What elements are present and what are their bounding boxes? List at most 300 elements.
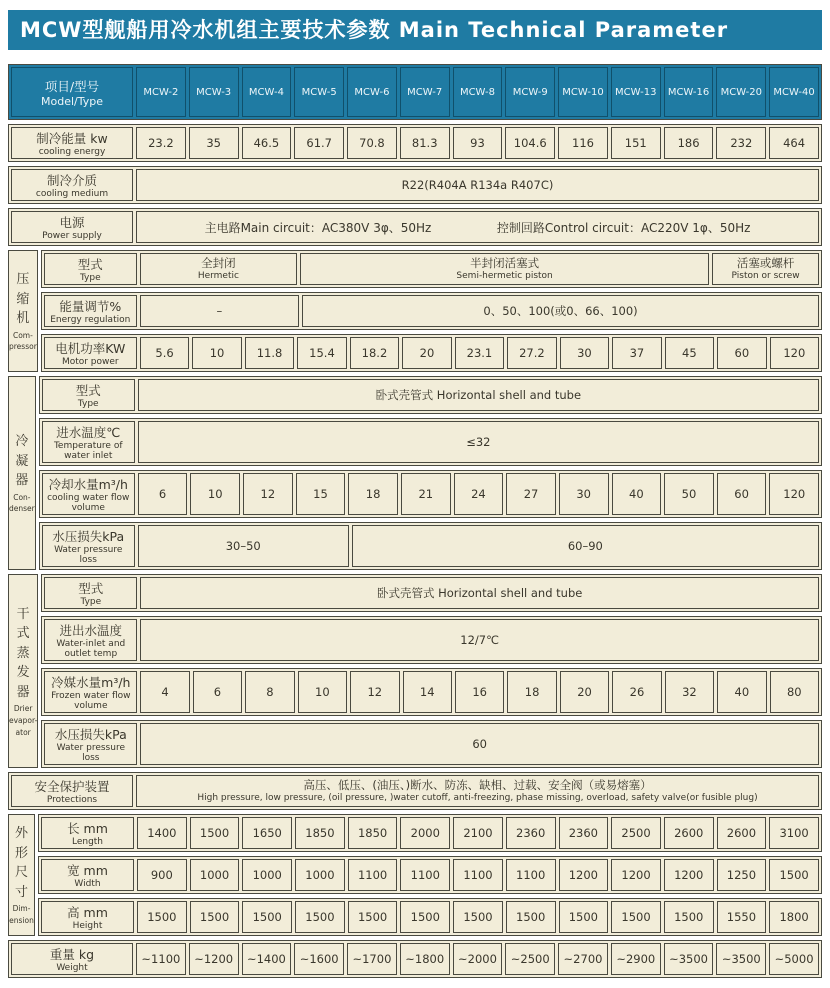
cell-text: 93 — [470, 135, 485, 150]
cell-text: 116 — [572, 135, 594, 150]
data-cell — [507, 671, 556, 713]
row-label-en: Frozen water flow volume — [51, 691, 131, 711]
cell-spread — [139, 219, 816, 236]
data-cell — [294, 943, 344, 975]
data-cell — [302, 295, 819, 327]
header-model-cell — [242, 67, 292, 117]
row — [39, 522, 822, 570]
section-sidebar-en: Con- — [13, 492, 31, 502]
data-cell — [558, 943, 608, 975]
data-cell — [243, 473, 293, 515]
cell-text: ~2700 — [563, 951, 603, 966]
row-data — [136, 211, 819, 243]
header-model-label: MCW-3 — [196, 86, 232, 98]
row-label-cn: 高 mm — [67, 905, 108, 920]
row-label-en: Type — [77, 399, 99, 409]
cell-text: 1000 — [199, 867, 230, 882]
row — [41, 720, 822, 768]
row — [41, 334, 822, 372]
cell-text: 46.5 — [253, 135, 280, 150]
data-cell — [294, 127, 344, 159]
cell-text: 24 — [471, 486, 486, 501]
spec-table — [8, 64, 822, 978]
header-model-cell — [400, 67, 450, 117]
cell-text: 30 — [577, 345, 592, 360]
row-data — [136, 169, 819, 201]
section-sidebar-en: Dim- — [12, 904, 31, 914]
header-label-en: Model/Type — [41, 94, 103, 108]
data-cell — [612, 473, 662, 515]
data-cell — [347, 943, 397, 975]
header-model-label: MCW-13 — [615, 86, 657, 98]
cell-text: 3100 — [779, 825, 809, 840]
section-sidebar-en: Com- — [12, 330, 33, 340]
row-label-en: cooling energy — [38, 147, 106, 157]
row-label — [44, 577, 137, 609]
row-label-en: Length — [71, 837, 104, 847]
data-cell — [242, 901, 292, 933]
cell-text: 1000 — [252, 867, 282, 882]
data-cell — [770, 337, 819, 369]
data-cell — [507, 337, 556, 369]
row — [8, 940, 822, 978]
data-cell — [348, 901, 398, 933]
header-label-cn: 项目/型号 — [44, 78, 100, 94]
header-model-label: MCW-10 — [562, 86, 604, 98]
row-label-en: Type — [79, 273, 101, 283]
row-label — [41, 859, 134, 891]
header-model-label: MCW-40 — [773, 86, 815, 98]
cell-text: 27.2 — [519, 345, 545, 360]
data-cell — [611, 817, 661, 849]
cell-text: 1000 — [305, 867, 335, 882]
row-label — [11, 775, 133, 807]
data-cell — [245, 337, 294, 369]
data-cell — [295, 901, 345, 933]
row-label-cn: 电源 — [59, 215, 85, 230]
cell-text: 1550 — [726, 909, 757, 924]
cell-text: 1500 — [199, 909, 230, 924]
header-model-cell — [664, 67, 714, 117]
cell-text: 1500 — [621, 909, 651, 924]
cell-text: 186 — [677, 135, 700, 150]
data-cell — [664, 817, 714, 849]
section-sidebar-en: ator — [15, 727, 31, 737]
row-label — [42, 379, 135, 411]
page-title: MCW型舰船用冷水机组主要技术参数 Main Technical Parameter — [8, 10, 822, 50]
cell-text: 1500 — [410, 909, 440, 924]
header-model-cell — [611, 67, 661, 117]
cell-text: 1500 — [516, 909, 546, 924]
cell-text: 1500 — [357, 909, 388, 924]
data-cell — [453, 817, 503, 849]
row-data — [137, 817, 819, 849]
data-cell — [559, 473, 609, 515]
cell-text: 4 — [161, 684, 169, 699]
data-cell — [242, 817, 292, 849]
data-cell — [665, 337, 714, 369]
data-cell — [140, 671, 189, 713]
row-label-cn: 型式 — [78, 581, 104, 596]
cell-text: 半封闭活塞式 — [470, 256, 540, 271]
cell-text: 10 — [209, 345, 225, 360]
row-label-en: Energy regulation — [50, 315, 131, 325]
cell-text: 16 — [472, 684, 487, 699]
cell-text: ≤32 — [466, 434, 491, 449]
cell-text: 120 — [783, 345, 806, 360]
row-data — [140, 577, 819, 609]
row — [39, 470, 822, 518]
data-cell — [140, 619, 819, 661]
data-cell — [140, 723, 819, 765]
cell-text: 1500 — [252, 909, 282, 924]
row-data — [140, 671, 819, 713]
cell-text: ~2000 — [458, 951, 497, 966]
cell-text: 20 — [577, 684, 592, 699]
row-label — [44, 337, 137, 369]
cell-text: 18 — [524, 684, 540, 699]
data-cell — [770, 671, 819, 713]
cell-text: 1100 — [463, 867, 493, 882]
row-label — [42, 473, 135, 515]
data-cell — [401, 473, 451, 515]
header-models — [136, 67, 819, 117]
section-rows — [41, 250, 822, 372]
row-label-en: Temperature of water inlet — [53, 441, 123, 461]
section-rows — [39, 376, 822, 570]
row-data — [138, 379, 819, 411]
data-cell — [242, 859, 292, 891]
cell-text: 12/7℃ — [460, 632, 500, 647]
cell-text: 1500 — [199, 825, 230, 840]
cell-text: 12 — [260, 486, 276, 501]
data-cell — [136, 127, 186, 159]
data-cell — [138, 473, 188, 515]
cell-text: 6 — [158, 486, 167, 501]
row-label-cn: 冷媒水量m³/h — [51, 675, 131, 690]
data-cell — [192, 337, 241, 369]
cell-text: 23.1 — [466, 345, 493, 360]
cell-text: 1200 — [674, 867, 704, 882]
row-label-en: cooling medium — [35, 189, 109, 199]
row-data — [136, 775, 819, 807]
row-label-cn: 进水温度℃ — [56, 425, 121, 440]
data-cell — [611, 943, 661, 975]
cell-text: ~5000 — [774, 951, 814, 966]
data-cell — [453, 127, 503, 159]
cell-text: – — [216, 303, 223, 318]
cell-text: 104.6 — [513, 135, 547, 150]
data-cell — [506, 901, 556, 933]
row-label — [42, 421, 135, 463]
cell-text: 高压、低压、(油压、)断水、防冻、缺相、过载、安全阀（或易熔塞） — [303, 778, 652, 793]
data-cell — [403, 671, 452, 713]
data-cell — [505, 943, 555, 975]
data-cell — [559, 901, 609, 933]
section-sidebar-en: evapor- — [9, 715, 38, 725]
row-label-cn: 安全保护装置 — [34, 779, 110, 794]
cell-text: High pressure, low pressure, (oil pressure, )water cutoff, anti-freezing, phase missing, overload, safety valve(or fusible plug) — [197, 792, 758, 803]
cell-text: 10 — [207, 486, 223, 501]
row-label-en: Type — [80, 597, 102, 607]
cell-text: 26 — [629, 684, 645, 699]
cell-text: 2600 — [674, 825, 704, 840]
cell-text: 120 — [783, 486, 806, 501]
data-cell — [140, 253, 297, 285]
header-model-cell — [716, 67, 766, 117]
section-rows — [38, 814, 822, 936]
cell-text: Hermetic — [197, 270, 239, 281]
data-cell — [455, 337, 504, 369]
row — [38, 814, 822, 852]
data-cell — [717, 817, 767, 849]
row-label-en: cooling water flow volume — [47, 493, 130, 513]
row-data — [138, 473, 819, 515]
row-label — [41, 817, 134, 849]
cell-text: ~1800 — [405, 951, 445, 966]
data-cell — [717, 337, 766, 369]
row-data — [138, 525, 819, 567]
cell-text: 40 — [734, 684, 750, 699]
section — [8, 574, 822, 768]
data-cell — [297, 337, 346, 369]
row-label-cn: 水压损失kPa — [52, 529, 125, 544]
cell-text: 18 — [365, 486, 381, 501]
data-cell — [402, 337, 451, 369]
row — [38, 898, 822, 936]
section — [8, 814, 822, 936]
header-model-cell — [769, 67, 819, 117]
data-cell — [295, 859, 345, 891]
data-cell — [506, 817, 556, 849]
row-label-cn: 制冷介质 — [46, 173, 97, 188]
row — [8, 208, 822, 246]
header-model-label: MCW-8 — [459, 86, 496, 98]
cell-text: 1100 — [410, 867, 440, 882]
data-cell — [245, 671, 294, 713]
data-cell — [189, 943, 239, 975]
header-model-label: MCW-4 — [248, 86, 284, 98]
data-cell — [400, 943, 450, 975]
row-label — [44, 253, 137, 285]
header-model-label: MCW-2 — [143, 86, 179, 98]
data-cell — [296, 473, 346, 515]
data-cell — [347, 127, 397, 159]
data-cell — [769, 943, 819, 975]
data-cell — [138, 379, 819, 411]
data-cell — [558, 127, 608, 159]
row-label — [44, 723, 137, 765]
data-cell — [140, 295, 299, 327]
cell-text: ~1600 — [299, 951, 339, 966]
cell-text: 80 — [786, 684, 802, 699]
data-cell — [136, 211, 819, 243]
data-cell — [717, 859, 767, 891]
cell-text: 1200 — [568, 867, 598, 882]
data-cell — [400, 901, 450, 933]
row-label-cn: 水压损失kPa — [54, 727, 127, 742]
row-data — [136, 127, 819, 159]
row-data — [136, 943, 819, 975]
cell-text: 1800 — [779, 909, 809, 924]
section-sidebar-cn: 干式蒸发器 — [16, 606, 30, 700]
data-cell — [612, 337, 661, 369]
cell-text: 11.8 — [256, 345, 283, 360]
data-cell — [664, 473, 714, 515]
data-cell — [664, 127, 714, 159]
cell-text: 1850 — [305, 825, 335, 840]
data-cell — [352, 525, 819, 567]
data-cell — [400, 817, 450, 849]
data-cell — [137, 901, 187, 933]
data-cell — [712, 253, 819, 285]
row — [39, 376, 822, 414]
row-data — [140, 723, 819, 765]
cell-text: 27 — [523, 486, 539, 501]
section-sidebar-cn: 冷凝器 — [15, 434, 29, 488]
row — [39, 418, 822, 466]
row — [38, 856, 822, 894]
row-label — [44, 671, 137, 713]
data-cell — [348, 473, 398, 515]
cell-text: 60 — [472, 736, 487, 751]
data-cell — [453, 901, 503, 933]
cell-text: 2360 — [568, 825, 598, 840]
cell-text: 900 — [150, 867, 173, 882]
cell-text: 1500 — [568, 909, 598, 924]
data-cell — [716, 127, 766, 159]
cell-text: 21 — [418, 486, 434, 501]
data-cell — [717, 671, 766, 713]
data-cell — [769, 473, 819, 515]
header-model-label: MCW-16 — [667, 86, 710, 98]
header-model-cell — [453, 67, 503, 117]
cell-text: 37 — [629, 345, 645, 360]
row-label-cn: 重量 kg — [49, 947, 95, 962]
cell-text: 23.2 — [148, 135, 174, 150]
cell-text: 1500 — [779, 867, 809, 882]
cell-text: R22(R404A R134a R407C) — [401, 177, 554, 192]
cell-text: 151 — [624, 135, 647, 150]
cell-text: 18.2 — [361, 345, 388, 360]
data-cell — [137, 859, 187, 891]
cell-text: 卧式壳管式 Horizontal shell and tube — [376, 585, 583, 600]
row-label — [44, 295, 137, 327]
data-cell — [400, 859, 450, 891]
row-data — [140, 619, 819, 661]
data-cell — [453, 943, 503, 975]
cell-text: 40 — [629, 486, 644, 501]
header-model-cell — [189, 67, 239, 117]
cell-text: 20 — [419, 345, 435, 360]
cell-text: 1650 — [252, 825, 282, 840]
header-model-label: MCW-6 — [354, 86, 390, 98]
cell-text: 2000 — [410, 825, 440, 840]
data-cell — [193, 671, 242, 713]
data-cell — [136, 775, 819, 807]
cell-text: 控制回路Control circuit：AC220V 1φ、50Hz — [496, 220, 751, 235]
cell-text: 464 — [783, 135, 806, 150]
row — [8, 124, 822, 162]
cell-text: 1400 — [147, 825, 177, 840]
data-cell — [295, 817, 345, 849]
cell-text: ~3500 — [669, 951, 708, 966]
cell-text: ~1700 — [352, 951, 392, 966]
data-cell — [140, 577, 819, 609]
cell-text: 232 — [730, 135, 753, 150]
row-label-en: Water pressure loss — [54, 545, 123, 565]
cell-text: 2100 — [463, 825, 493, 840]
header-model-label: MCW-7 — [407, 86, 443, 98]
row-label-cn: 长 mm — [67, 821, 108, 836]
section-sidebar-en: ension — [9, 916, 34, 925]
data-cell — [560, 671, 609, 713]
row-label-en: Height — [72, 921, 103, 931]
cell-text: 12 — [367, 684, 383, 699]
section-sidebar-en: denser — [9, 504, 35, 514]
row-label-cn: 型式 — [75, 383, 101, 398]
cell-text: 活塞或螺杆 — [736, 256, 795, 271]
data-cell — [136, 169, 819, 201]
cell-text: 2500 — [621, 825, 651, 840]
data-cell — [242, 943, 292, 975]
header-model-label: MCW-9 — [512, 86, 548, 98]
cell-text: 61.7 — [306, 135, 332, 150]
cell-text: 0、50、100(或0、66、100) — [483, 303, 638, 318]
cell-text: 主电路Main circuit：AC380V 3φ、50Hz — [204, 220, 432, 235]
data-cell — [716, 943, 766, 975]
row-label-cn: 能量调节% — [59, 299, 122, 314]
data-cell — [664, 859, 714, 891]
section-sidebar-en: Drier — [13, 704, 33, 714]
cell-text: ~1100 — [141, 951, 181, 966]
data-cell — [137, 817, 187, 849]
cell-text: 6 — [213, 684, 222, 699]
data-cell — [664, 943, 714, 975]
header-model-cell — [505, 67, 555, 117]
cell-text: 10 — [315, 684, 330, 699]
cell-text: ~1400 — [246, 951, 286, 966]
section-sidebar — [8, 574, 38, 768]
data-cell — [505, 127, 555, 159]
row-label — [42, 525, 135, 567]
row-label-en: Motor power — [61, 357, 119, 367]
row-label-cn: 冷却水量m³/h — [48, 477, 128, 492]
data-cell — [769, 859, 819, 891]
row-data — [140, 337, 819, 369]
row — [41, 668, 822, 716]
data-cell — [190, 859, 240, 891]
row-label-cn: 进出水温度 — [59, 623, 123, 638]
cell-text: 1100 — [357, 867, 388, 882]
row-label-en: Power supply — [42, 231, 102, 241]
table-body — [8, 124, 822, 978]
row-label-en: Protections — [46, 795, 98, 805]
row-data — [137, 901, 819, 933]
data-cell — [190, 817, 240, 849]
section-sidebar-cn: 外形尺寸 — [14, 826, 28, 900]
section-sidebar — [8, 250, 38, 372]
row-label — [41, 901, 134, 933]
data-cell — [350, 671, 399, 713]
cell-text: ~1200 — [194, 951, 234, 966]
cell-text: 60 — [734, 345, 750, 360]
cell-text: 5.6 — [155, 345, 174, 360]
cell-text: 8 — [266, 684, 274, 699]
data-cell — [664, 901, 714, 933]
row-label-en: Width — [74, 879, 101, 889]
data-cell — [138, 525, 349, 567]
